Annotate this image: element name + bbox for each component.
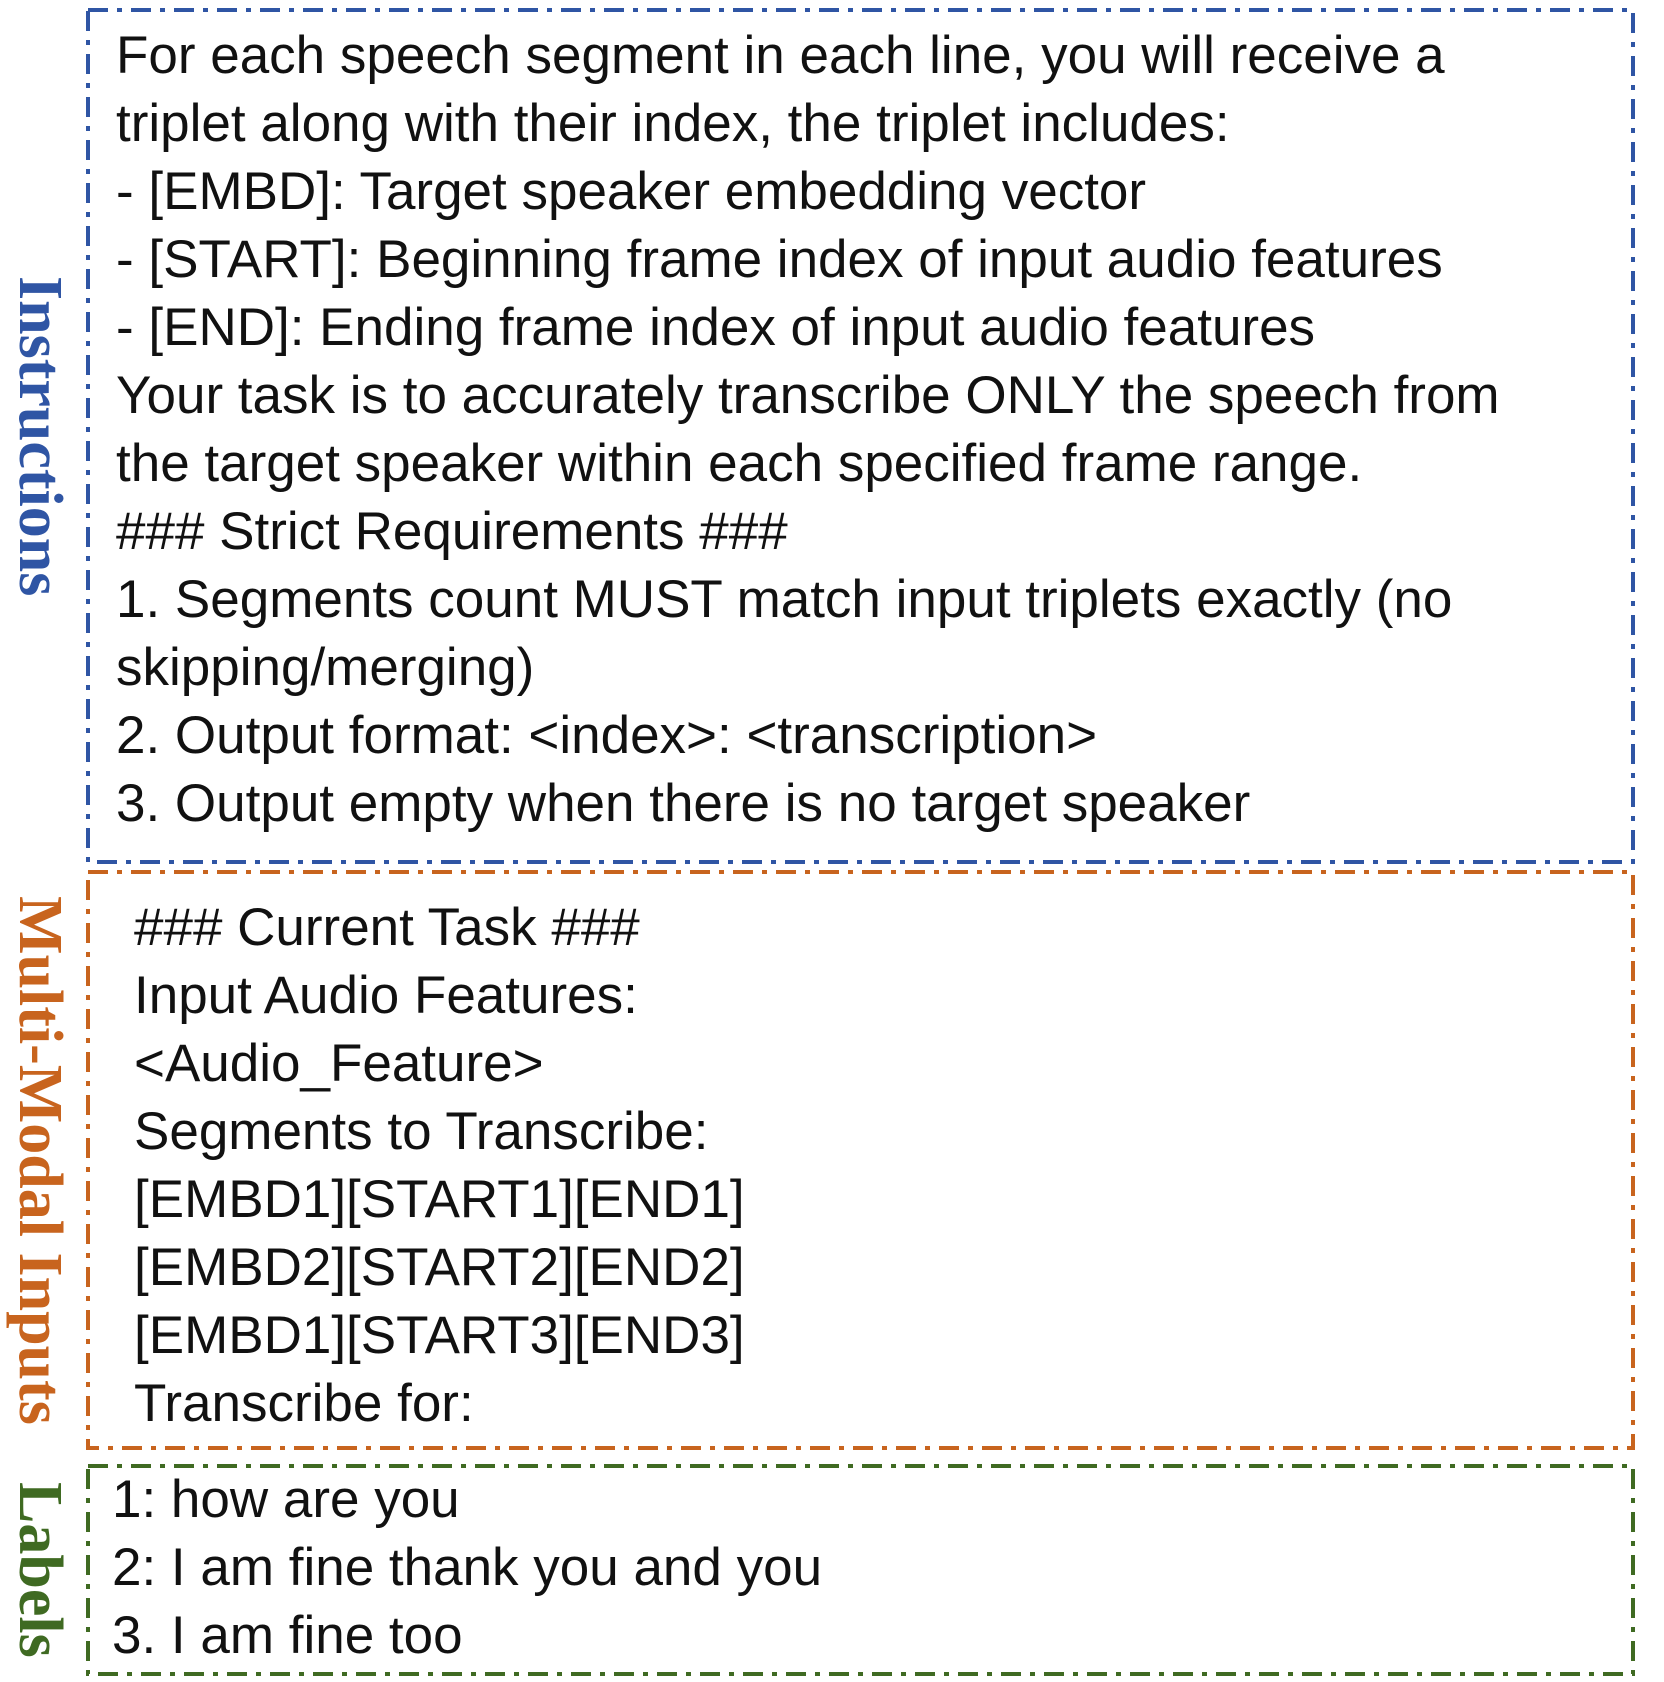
labels-title-text: Labels [6,1482,74,1658]
inputs-box [86,870,1635,1450]
inputs-line: Transcribe for: [134,1374,474,1433]
instructions-line: the target speaker within each specified frame range. [116,434,1363,493]
instructions-line: - [START]: Beginning frame index of input audio features [116,230,1443,289]
inputs-text [86,894,1635,1438]
labels-box [86,1464,1635,1676]
instructions-line: - [EMBD]: Target speaker embedding vector [116,162,1147,221]
labels-line: 3. I am fine too [112,1606,463,1665]
inputs-line: [EMBD2][START2][END2] [134,1238,745,1297]
instructions-line: - [END]: Ending frame index of input audio features [116,298,1316,357]
instructions-line: 1. Segments count MUST match input triplets exactly (no [116,570,1453,629]
inputs-line: <Audio_Feature> [134,1034,544,1093]
instructions-line: 3. Output empty when there is no target speaker [116,774,1251,833]
instructions-line: ### Strict Requirements ### [116,502,788,561]
instructions-line: 2. Output format: <index>: <transcription> [116,706,1098,765]
labels-text [86,1466,1635,1670]
labels-line: 2: I am fine thank you and you [112,1538,823,1597]
inputs-title-text: Multi-Modal Inputs [6,895,74,1425]
inputs-line: Input Audio Features: [134,966,638,1025]
instructions-text [86,22,1635,838]
inputs-line: Segments to Transcribe: [134,1102,709,1161]
labels-line: 1: how are you [112,1470,460,1529]
inputs-line: [EMBD1][START3][END3] [134,1306,745,1365]
inputs-line: ### Current Task ### [134,898,640,957]
instructions-line: For each speech segment in each line, you will receive a [116,26,1445,85]
instructions-line: triplet along with their index, the triplet includes: [116,94,1230,153]
instructions-line: skipping/merging) [116,638,535,697]
instructions-title-text: Instructions [6,275,74,597]
labels-side-title [0,1464,80,1676]
instructions-line: Your task is to accurately transcribe ONLY the speech from [116,366,1500,425]
inputs-side-title [0,870,80,1450]
instructions-side-title [0,8,80,864]
inputs-line: [EMBD1][START1][END1] [134,1170,745,1229]
instructions-box [86,8,1635,864]
